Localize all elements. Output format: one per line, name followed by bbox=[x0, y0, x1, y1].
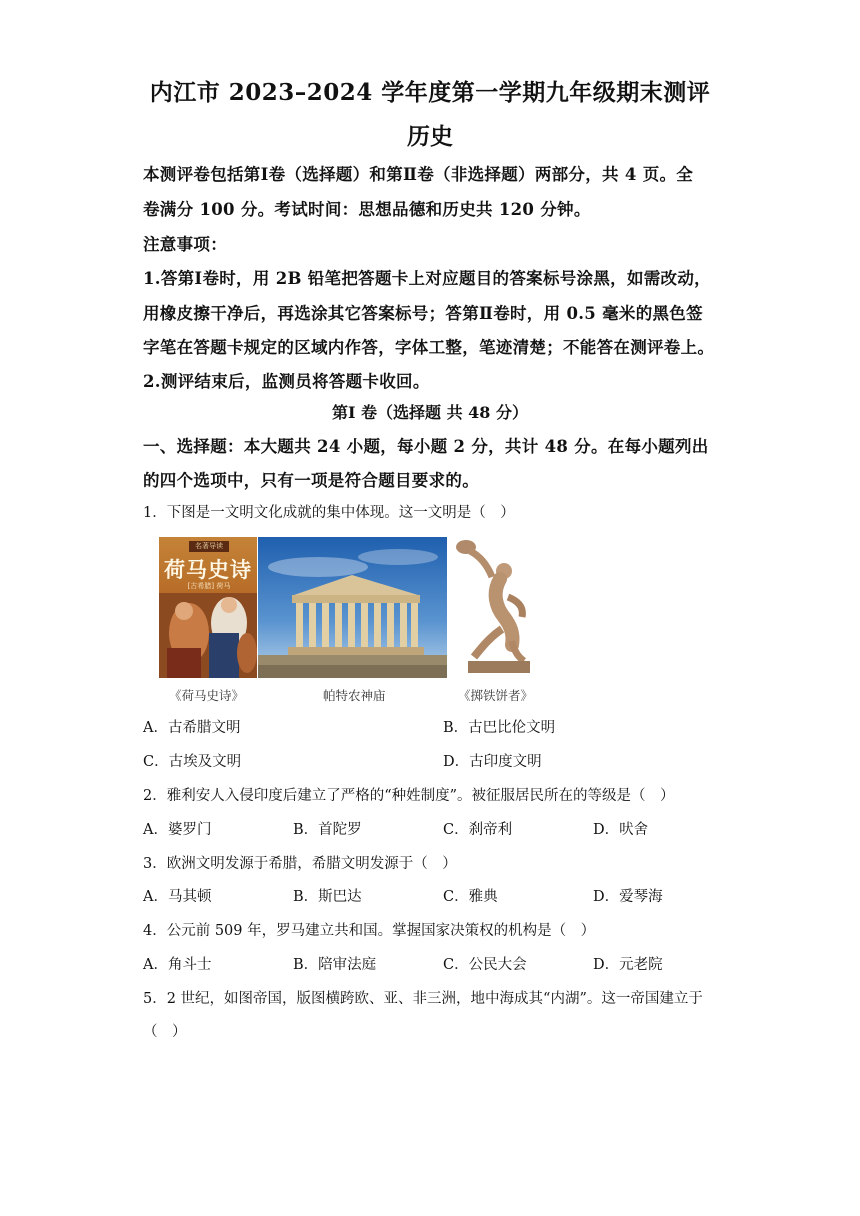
q3-option-a: A．马其顿 bbox=[143, 889, 212, 905]
question-3-stem: 3．欧洲文明发源于希腊，希腊文明发源于（ ） bbox=[143, 856, 457, 872]
parthenon-image bbox=[258, 537, 447, 678]
intro-line-2: 卷满分 100 分。考试时间：思想品德和历史共 120 分钟。 bbox=[143, 200, 591, 219]
caption-parthenon: 帕特农神庙 bbox=[323, 688, 386, 703]
discobolus-image bbox=[452, 537, 538, 678]
caption-discobolus: 《掷铁饼者》 bbox=[458, 688, 534, 703]
book-painting-art bbox=[159, 593, 257, 678]
q2-option-d: D．吠舍 bbox=[593, 822, 649, 838]
q4-option-d: D．元老院 bbox=[593, 957, 663, 973]
note-2: 2.测评结束后，监测员将答题卡收回。 bbox=[143, 372, 430, 391]
question-5-stem: 5．2 世纪，如图帝国，版图横跨欧、亚、非三洲，地中海成其“内湖”。这一帝国建立于 bbox=[143, 991, 703, 1007]
question-2-stem: 2．雅利安人入侵印度后建立了严格的“种姓制度”。被征服居民所在的等级是（ ） bbox=[143, 788, 675, 804]
q3-option-c: C．雅典 bbox=[443, 889, 498, 905]
book-title: 荷马史诗 bbox=[164, 557, 252, 582]
q3-option-b: B．斯巴达 bbox=[293, 889, 362, 905]
intro-line-1: 本测评卷包括第Ⅰ卷（选择题）和第Ⅱ卷（非选择题）两部分，共 4 页。全 bbox=[143, 165, 694, 184]
q2-option-a: A．婆罗门 bbox=[143, 822, 212, 838]
notes-heading: 注意事项： bbox=[143, 235, 227, 254]
question-1-stem: 1．下图是一文明文化成就的集中体现。这一文明是（ ） bbox=[143, 505, 515, 521]
note-1-line-3: 字笔在答题卡规定的区域内作答，字体工整，笔迹清楚；不能答在测评卷上。 bbox=[143, 338, 715, 357]
q1-option-c: C．古埃及文明 bbox=[143, 754, 242, 770]
note-1-line-2: 用橡皮擦干净后，再选涂其它答案标号；答第Ⅱ卷时，用 0.5 毫米的黑色签 bbox=[143, 304, 703, 323]
q1-option-a: A．古希腊文明 bbox=[143, 720, 241, 736]
caption-homer-epic: 《荷马史诗》 bbox=[169, 688, 245, 703]
q2-option-c: C．刹帝利 bbox=[443, 822, 513, 838]
section-heading: 第Ⅰ 卷（选择题 共 48 分） bbox=[331, 403, 529, 422]
question-5-stem-continued: （ ） bbox=[143, 1024, 187, 1040]
q1-option-b: B．古巴比伦文明 bbox=[443, 720, 556, 736]
book-top-label: 名著导读 bbox=[189, 541, 229, 552]
section-instruction-line-2: 的四个选项中，只有一项是符合题目要求的。 bbox=[143, 471, 479, 490]
section-instruction-line-1: 一、选择题：本大题共 24 小题，每小题 2 分，共计 48 分。在每小题列出 bbox=[143, 437, 709, 456]
q2-option-b: B．首陀罗 bbox=[293, 822, 362, 838]
subject-title: 历史 bbox=[407, 123, 453, 150]
q1-option-d: D．古印度文明 bbox=[443, 754, 542, 770]
q3-option-d: D．爱琴海 bbox=[593, 889, 663, 905]
question-4-stem: 4．公元前 509 年，罗马建立共和国。掌握国家决策权的机构是（ ） bbox=[143, 923, 596, 939]
note-1-line-1: 1.答第Ⅰ卷时，用 2B 铅笔把答题卡上对应题目的答案标号涂黑，如需改动， bbox=[143, 269, 711, 288]
q4-option-a: A．角斗士 bbox=[143, 957, 212, 973]
homer-epic-book-image bbox=[159, 537, 257, 678]
book-author: [古希腊] 荷马 bbox=[187, 582, 231, 590]
exam-title: 内江市 2023–2024 学年度第一学期九年级期末测评 bbox=[149, 79, 711, 106]
q4-option-b: B．陪审法庭 bbox=[293, 957, 377, 973]
q4-option-c: C．公民大会 bbox=[443, 957, 527, 973]
